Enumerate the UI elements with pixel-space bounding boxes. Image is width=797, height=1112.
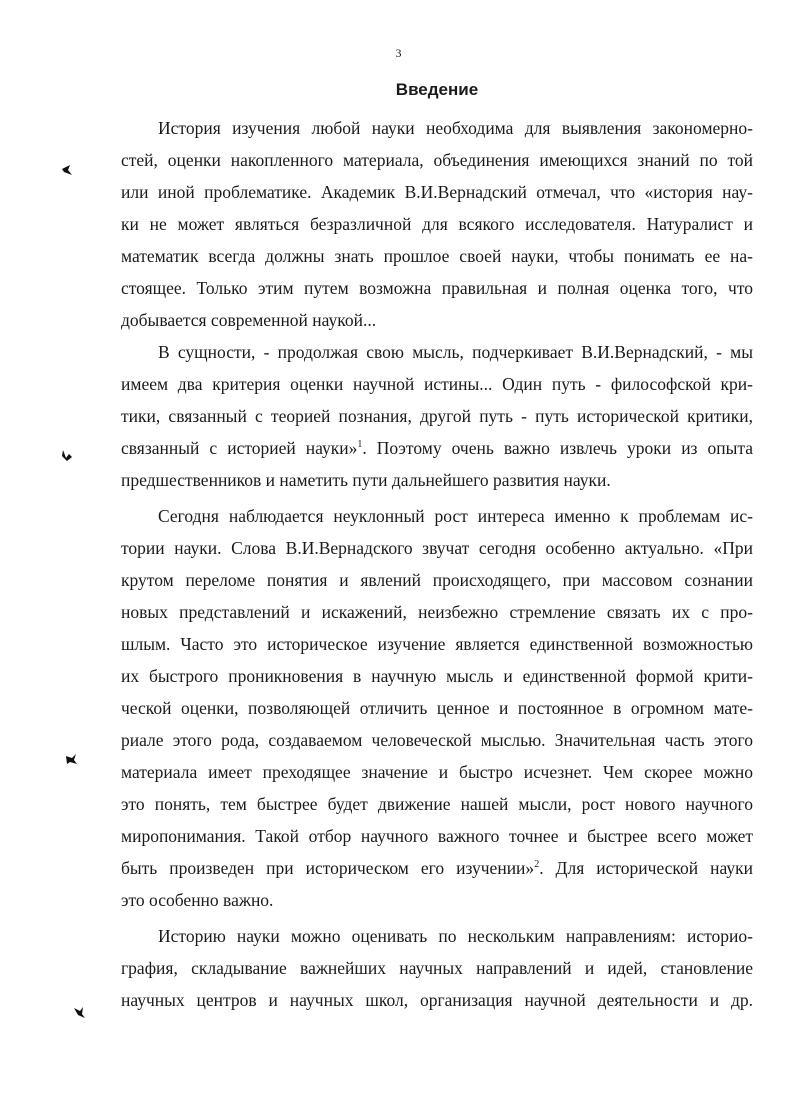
paragraph-2-line-3: тики, связанный с теорией познания, другой путь - путь исторической критики, [121,406,753,426]
paragraph-2-line-1: В сущности, - продолжая свою мысль, подчеркивает В.И.Вернадский, - мы [158,342,753,362]
scan-artifact-mark [72,1005,86,1019]
paragraph-3-line-4: новых представлений и искажений, неизбежно стремление связать их с про- [121,602,753,622]
footnote-mark-1: 1 [357,439,363,451]
paragraph-3-line-13: это особенно важно. [121,890,274,910]
paragraph-4-line-1: Историю науки можно оценивать по нескольким направлениям: историо- [158,926,753,946]
paragraph-3-line-8: риале этого рода, создаваемом человеческой мыслью. Значительная часть этого [121,730,753,750]
paragraph-3-line-1: Сегодня наблюдается неуклонный рост интереса именно к проблемам ис- [158,506,753,526]
paragraph-3-line-7: ческой оценки, позволяющей отличить ценное и постоянное в огромном мате- [121,698,753,718]
paragraph-2-line-4 [121,432,753,464]
paragraph-1-line-2: стей, оценки накопленного материала, объединения имеющихся знаний по той [121,150,753,170]
paragraph-1-line-6: стоящее. Только этим путем возможна правильная и полная оценка того, что [121,278,753,298]
paragraph-3-line-11: миропонимания. Такой отбор научного важного точнее и быстрее всего может [121,826,753,846]
paragraph-2-line-5: предшественников и наметить пути дальнейшего развития науки. [121,470,611,490]
paragraph-1-line-5: математик всегда должны знать прошлое своей науки, чтобы понимать ее на- [121,246,753,266]
quote-end-text: быть произведен при историческом его изучении» [121,858,535,878]
paragraph-3-line-2: тории науки. Слова В.И.Вернадского звучат сегодня особенно актуально. «При [121,538,753,558]
scan-artifact-mark [60,448,74,462]
scan-artifact-mark [64,752,78,766]
footnote-mark-2: 2 [534,859,540,871]
paragraph-3-line-9: материала имеет преходящее значение и быстро исчезнет. Чем скорее можно [121,762,753,782]
sentence-continuation: . Для исторической науки [539,858,753,878]
paragraph-1-line-1: История изучения любой науки необходима для выявления закономерно- [158,118,753,138]
quote-end-text: связанный с историей науки» [121,438,358,458]
paragraph-1-line-4: ки не может являться безразличной для всякого исследователя. Натуралист и [121,214,753,234]
paragraph-3-line-10: это понять, тем быстрее будет движение нашей мысли, рост нового научного [121,794,753,814]
paragraph-3-line-6: их быстрого проникновения в научную мысль и единственной формой крити- [121,666,753,686]
paragraph-2-line-2: имеем два критерия оценки научной истины... Один путь - философской кри- [121,374,753,394]
page-number: 3 [395,46,402,60]
paragraph-1-line-3: или иной проблематике. Академик В.И.Вернадский отмечал, что «история нау- [121,182,753,202]
paragraph-3-line-12 [121,852,753,884]
scan-artifact-mark [60,163,74,177]
sentence-continuation: . Поэтому очень важно извлечь уроки из опыта [362,438,753,458]
paragraph-1-line-7: добывается современной наукой... [121,310,377,330]
paragraph-4-line-3: научных центров и научных школ, организация научной деятельности и др. [121,990,753,1010]
paragraph-3-line-5: шлым. Часто это историческое изучение является единственной возможностью [121,634,753,654]
paragraph-4-line-2: графия, складывание важнейших научных направлений и идей, становление [121,958,753,978]
page-title: Введение [395,80,479,99]
paragraph-3-line-3: крутом переломе понятия и явлений происходящего, при массовом сознании [121,570,753,590]
